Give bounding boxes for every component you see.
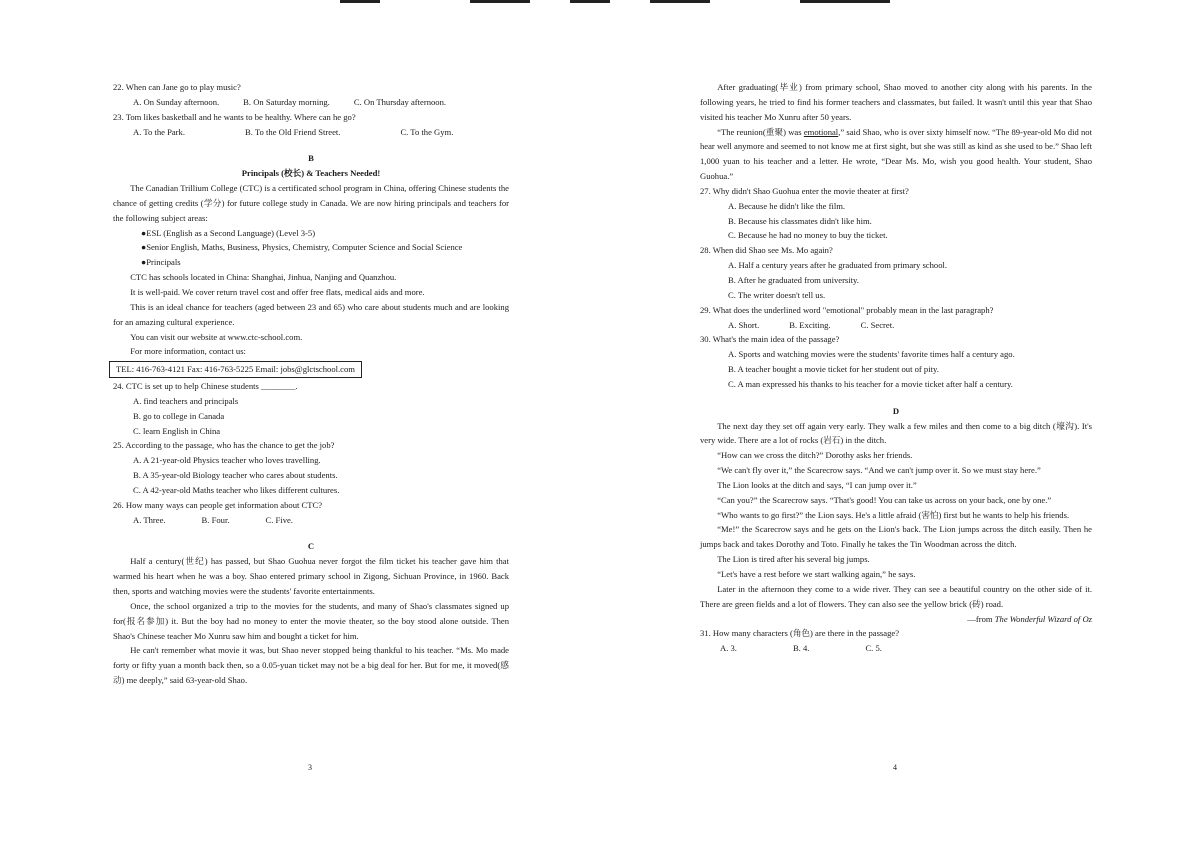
text-run: ,” said Shao, who is over sixty himself now. “The 89-year-old Mo did not hear well anymore and seemed to not know me at first sight, but she was still as kind as she used to be.” Shao left 1,000 yuan to his teacher and a letter. He wrote, “Dear Ms. Mo, wish you good health. Your student, Shao Guohua.” xyxy=(700,126,1092,182)
subject-item: ●ESL (English as a Second Language) (Level 3-5) xyxy=(141,227,316,238)
passage-b-paragraph: You can visit our website at www.ctc-school.com. xyxy=(130,331,303,342)
scan-mark xyxy=(570,0,610,3)
passage-c-paragraph xyxy=(700,125,1092,184)
page-number: 3 xyxy=(308,763,312,772)
question-29: 29. What does the underlined word "emotional" probably mean in the last paragraph? xyxy=(700,304,994,315)
option: A. find teachers and principals xyxy=(133,395,239,406)
option: C. A 42-year-old Maths teacher who likes different cultures. xyxy=(133,484,340,495)
passage-d-paragraph: Later in the afternoon they come to a wide river. They can see a beautiful country on the other side of it. There are green fields and a lot of flowers. They can also see the yellow brick (砖) road. xyxy=(700,583,1092,609)
options-26 xyxy=(113,513,509,528)
source-title: The Wonderful Wizard of Oz xyxy=(994,613,1092,624)
passage-d-paragraph: “Me!” the Scarecrow says and he gets on the Lion's back. The Lion jumps across the ditch easily. Then he jumps back and takes Dorothy and Toto. Finally he takes the Tin Woodman across the ditch. xyxy=(700,524,1092,550)
question-25: 25. According to the passage, who has the chance to get the job? xyxy=(113,440,335,451)
option: A. Sports and watching movies were the students' favorite times half a century ago. xyxy=(728,349,1015,360)
passage-b-paragraph: The Canadian Trillium College (CTC) is a certificated school program in China, offering Chinese students the chance of getting credits (学分) for future college study in Canada. We are now hiring principals and teachers for the following subject areas: xyxy=(113,183,509,223)
option: A. On Sunday afternoon. xyxy=(133,96,220,107)
section-d-heading: D xyxy=(892,405,900,416)
option: B. Exciting. xyxy=(789,319,831,330)
passage-b-paragraph: This is an ideal chance for teachers (aged between 23 and 65) who care about students much and are looking for an amazing cultural experience. xyxy=(113,301,509,327)
passage-d-paragraph: “Who wants to go first?” the Lion says. He's a little afraid (害怕) first but he wants to help his friends. xyxy=(717,509,1070,520)
passage-d-paragraph: The Lion looks at the ditch and says, “I can jump over it.” xyxy=(717,479,917,490)
underlined-word: emotional xyxy=(803,126,839,137)
option: A. Because he didn't like the film. xyxy=(728,200,846,211)
option: B. A teacher bought a movie ticket for her student out of pity. xyxy=(728,364,939,375)
passage-c-paragraph: After graduating(毕业) from primary school, Shao moved to another city along with his parents. In the following years, he tried to find his former teachers and classmates, but failed. It wasn't until this year that Shao visited his teacher Mo Xunru after 50 years. xyxy=(700,82,1092,122)
contact-box: TEL: 416-763-4121 Fax: 416-763-5225 Email: jobs@glctschool.com xyxy=(109,361,362,378)
options-23 xyxy=(113,125,509,140)
passage-b-paragraph: It is well-paid. We cover return travel cost and offer free flats, medical aids and more. xyxy=(130,286,425,297)
scan-mark xyxy=(340,0,380,3)
option: A. A 21-year-old Physics teacher who loves travelling. xyxy=(133,455,321,466)
option: C. To the Gym. xyxy=(400,126,454,137)
question-26: 26. How many ways can people get information about CTC? xyxy=(113,499,323,510)
question-22: 22. When can Jane go to play music? xyxy=(113,82,241,92)
section-c-heading: C xyxy=(307,541,315,552)
passage-d-paragraph: The Lion is tired after his several big jumps. xyxy=(717,554,870,565)
option: C. Secret. xyxy=(860,319,895,330)
option: B. 4. xyxy=(792,643,810,654)
options-29 xyxy=(700,318,1092,333)
passage-c-paragraph: Once, the school organized a trip to the movies for the students, and many of Shao's classmates signed up for(报名参加) it. But the boy had no money to enter the movie theater, so the boy stood alone outside. Then Shao's Chinese teacher Mo Xunru saw him and bought a ticket for him. xyxy=(113,600,509,641)
passage-d-paragraph: “How can we cross the ditch?” Dorothy asks her friends. xyxy=(717,450,913,461)
passage-source xyxy=(700,612,1092,627)
options-22 xyxy=(113,95,509,110)
scan-mark xyxy=(470,0,530,3)
scan-mark xyxy=(800,0,890,3)
passage-b-paragraph: CTC has schools located in China: Shanghai, Jinhua, Nanjing and Quanzhou. xyxy=(130,272,397,283)
question-23: 23. Tom likes basketball and he wants to be healthy. Where can he go? xyxy=(113,111,356,122)
subject-item: ●Senior English, Maths, Business, Physics, Chemistry, Computer Science and Social Science xyxy=(141,242,463,253)
option: C. 5. xyxy=(865,643,882,654)
passage-b-paragraph: For more information, contact us: xyxy=(130,346,246,357)
question-24: 24. CTC is set up to help Chinese students ________. xyxy=(113,381,298,392)
text-run: “The reunion(重聚) was xyxy=(717,126,804,137)
option: C. The writer doesn't tell us. xyxy=(728,289,826,300)
passage-c-paragraph: Half a century(世纪) has passed, but Shao Guohua never forgot the film ticket his teacher gave him that warmed his heart when he was a boy. Shao entered primary school in Zigong, Sichuan Province, in 1960. Back then, sports and watching movies were the students' favorite entertainments. xyxy=(113,556,509,596)
option: B. A 35-year-old Biology teacher who cares about students. xyxy=(133,470,338,481)
source-prefix: —from xyxy=(967,613,995,624)
question-28: 28. When did Shao see Ms. Mo again? xyxy=(700,245,833,256)
option: A. Three. xyxy=(133,514,166,525)
option: A. Short. xyxy=(728,319,760,330)
option: C. A man expressed his thanks to his teacher for a movie ticket after half a century. xyxy=(728,378,1013,389)
scan-mark xyxy=(650,0,710,3)
question-31: 31. How many characters (角色) are there in the passage? xyxy=(700,628,900,639)
right-page xyxy=(700,80,1092,656)
passage-d-paragraph: “We can't fly over it,” the Scarecrow says. “And we can't jump over it. So we must stay here.” xyxy=(717,465,1041,476)
passage-c-paragraph: He can't remember what movie it was, but Shao never stopped being thankful to his teacher. “Ms. Mo made forty or fifty yuan a month back then, so a 0.05-yuan ticket may not be a big deal for her. But for me, it moved(感动) me deeply,” said 63-year-old Shao. xyxy=(113,645,509,686)
page-number: 4 xyxy=(893,763,897,772)
section-b-heading: B xyxy=(308,153,314,164)
option: C. Five. xyxy=(265,514,293,525)
question-27: 27. Why didn't Shao Guohua enter the movie theater at first? xyxy=(700,185,909,196)
option: B. go to college in Canada xyxy=(133,410,225,421)
option: B. To the Old Friend Street. xyxy=(245,126,341,137)
option: A. To the Park. xyxy=(133,126,185,137)
passage-b-title: Principals (校长) & Teachers Needed! xyxy=(241,168,381,179)
option: B. Because his classmates didn't like him. xyxy=(728,215,872,226)
options-31 xyxy=(700,641,1092,656)
passage-d-paragraph: “Can you?” the Scarecrow says. “That's good! You can take us across on your back, one by one.” xyxy=(717,494,1052,505)
option: C. learn English in China xyxy=(133,425,221,436)
option: B. On Saturday morning. xyxy=(243,96,330,107)
question-30: 30. What's the main idea of the passage? xyxy=(700,334,840,345)
option: B. Four. xyxy=(201,514,230,525)
option: A. Half a century years after he graduated from primary school. xyxy=(728,260,948,271)
passage-d-paragraph: “Let's have a rest before we start walking again,” he says. xyxy=(717,569,916,579)
subject-item: ●Principals xyxy=(141,257,181,268)
option: C. Because he had no money to buy the ticket. xyxy=(728,230,888,241)
option: A. 3. xyxy=(720,643,737,654)
left-page xyxy=(113,80,509,688)
option: B. After he graduated from university. xyxy=(728,274,859,285)
passage-d-paragraph: The next day they set off again very early. They walk a few miles and then come to a big ditch (壕沟). It's very wide. There are a lot of rocks (岩石) in the ditch. xyxy=(700,420,1092,446)
option: C. On Thursday afternoon. xyxy=(353,96,447,107)
